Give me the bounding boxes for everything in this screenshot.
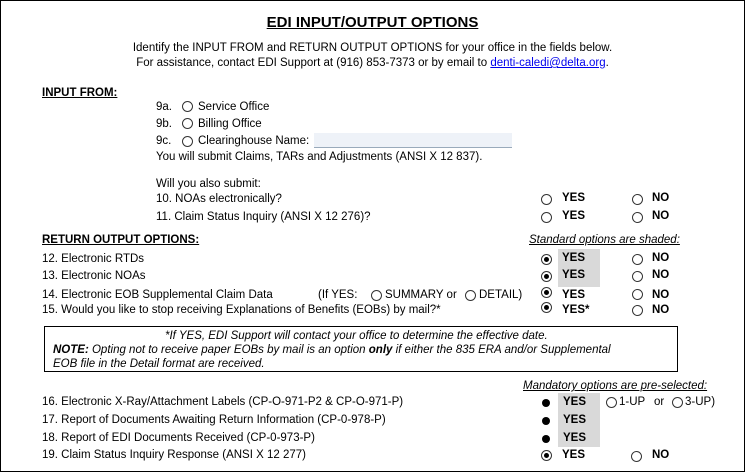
q16-3up-radio[interactable] bbox=[672, 397, 683, 408]
q12-no-radio[interactable] bbox=[632, 254, 643, 265]
service-office-radio[interactable] bbox=[182, 101, 193, 112]
q10-no-label: NO bbox=[652, 192, 670, 204]
input-from-heading: INPUT FROM: bbox=[42, 87, 118, 99]
q17-label: 17. Report of Documents Awaiting Return Information (CP-0-978-P) bbox=[42, 414, 386, 426]
q13-yes-label: YES bbox=[562, 269, 586, 281]
q14-summary-label: SUMMARY or bbox=[385, 289, 457, 301]
standard-options-note: Standard options are shaded: bbox=[529, 234, 680, 246]
q13-no-radio[interactable] bbox=[632, 271, 643, 282]
q15-no-radio[interactable] bbox=[632, 305, 643, 316]
return-output-heading: RETURN OUTPUT OPTIONS: bbox=[42, 234, 200, 246]
q12-no-label: NO bbox=[652, 252, 670, 264]
note-line-2a: Opting not to receive paper EOBs by mail is an option bbox=[88, 344, 369, 356]
q15-label: 15. Would you like to stop receiving Explanations of Benefits (EOBs) by mail?* bbox=[42, 304, 441, 316]
email-link[interactable]: denti-caledi@delta.org bbox=[490, 57, 606, 69]
opt-9c-number: 9c. bbox=[156, 135, 172, 147]
q17-yes-label: YES bbox=[563, 414, 587, 426]
q14-detail-label: DETAIL) bbox=[479, 289, 523, 301]
q16-selected-bullet bbox=[542, 399, 550, 407]
note-line-2b: if either the 835 ERA and/or Supplemental bbox=[392, 344, 611, 356]
mandatory-note: Mandatory options are pre-selected: bbox=[523, 380, 708, 392]
q11-no-label: NO bbox=[652, 210, 670, 222]
q14-no-radio[interactable] bbox=[632, 289, 643, 300]
q16-yes-label: YES bbox=[563, 396, 587, 408]
intro-line-2 bbox=[1, 57, 744, 69]
q19-yes-label: YES bbox=[562, 449, 586, 461]
q14-summary-radio[interactable] bbox=[371, 290, 382, 301]
q11-no-radio[interactable] bbox=[632, 212, 643, 223]
also-submit-text: Will you also submit: bbox=[156, 178, 261, 190]
q18-label: 18. Report of EDI Documents Received (CP-0-973-P) bbox=[42, 432, 315, 444]
q13-label: 13. Electronic NOAs bbox=[42, 270, 146, 282]
intro-line-1: Identify the INPUT FROM and RETURN OUTPUT OPTIONS for your office in the fields below. bbox=[132, 42, 613, 54]
q11-yes-radio[interactable] bbox=[541, 212, 552, 223]
q14-label: 14. Electronic EOB Supplemental Claim Data bbox=[42, 289, 273, 301]
service-office-label: Service Office bbox=[198, 101, 270, 113]
q16-label: 16. Electronic X-Ray/Attachment Labels (CP-O-971-P2 & CP-O-971-P) bbox=[42, 396, 404, 408]
q14-yes-radio[interactable] bbox=[541, 287, 552, 298]
billing-office-label: Billing Office bbox=[198, 118, 262, 130]
clearinghouse-radio[interactable] bbox=[182, 136, 193, 147]
q16-3up-label: 3-UP) bbox=[685, 396, 716, 408]
submit-note: You will submit Claims, TARs and Adjustments (ANSI X 12 837). bbox=[156, 151, 483, 163]
opt-9a-number: 9a. bbox=[156, 101, 172, 113]
q10-no-radio[interactable] bbox=[632, 194, 643, 205]
q18-yes-label: YES bbox=[563, 432, 587, 444]
clearinghouse-label: Clearinghouse Name: bbox=[198, 135, 310, 147]
note-only: only bbox=[368, 344, 393, 356]
q14-no-label: NO bbox=[652, 289, 670, 301]
q19-no-radio[interactable] bbox=[631, 451, 642, 462]
note-label: NOTE: bbox=[53, 344, 89, 356]
q14-detail-radio[interactable] bbox=[465, 290, 476, 301]
q14-yes-label: YES bbox=[562, 289, 586, 301]
q10-yes-label: YES bbox=[562, 192, 586, 204]
billing-office-radio[interactable] bbox=[182, 118, 193, 129]
q19-yes-radio[interactable] bbox=[541, 450, 552, 461]
intro-contact-text: For assistance, contact EDI Support at (916) 853-7373 or by email to bbox=[136, 57, 488, 69]
q10-label: 10. NOAs electronically? bbox=[156, 193, 282, 205]
q15-no-label: NO bbox=[652, 304, 670, 316]
note-line-1: *If YES, EDI Support will contact your office to determine the effective date. bbox=[165, 330, 548, 342]
clearinghouse-name-input[interactable] bbox=[314, 133, 512, 148]
q16-1up-label: 1-UP bbox=[619, 396, 646, 408]
q16-or-text: or bbox=[654, 396, 665, 408]
page-title: EDI INPUT/OUTPUT OPTIONS bbox=[266, 14, 479, 31]
q14-ifyes-text: (If YES: bbox=[318, 289, 358, 301]
q13-no-label: NO bbox=[652, 269, 670, 281]
note-line-2 bbox=[53, 344, 611, 356]
q19-label: 19. Claim Status Inquiry Response (ANSI X 12 277) bbox=[42, 449, 306, 461]
q16-1up-radio[interactable] bbox=[606, 397, 617, 408]
q19-no-label: NO bbox=[652, 449, 670, 461]
q11-label: 11. Claim Status Inquiry (ANSI X 12 276)? bbox=[156, 211, 371, 223]
q12-yes-radio[interactable] bbox=[541, 254, 552, 265]
q15-yes-radio[interactable] bbox=[541, 302, 552, 313]
note-line-3: EOB file in the Detail format are received. bbox=[53, 358, 265, 370]
q13-yes-radio[interactable] bbox=[541, 271, 552, 282]
opt-9b-number: 9b. bbox=[156, 118, 172, 130]
q11-yes-label: YES bbox=[562, 210, 586, 222]
q10-yes-radio[interactable] bbox=[541, 194, 552, 205]
q17-selected-bullet bbox=[542, 417, 550, 425]
q12-label: 12. Electronic RTDs bbox=[42, 253, 145, 265]
q12-yes-label: YES bbox=[562, 252, 586, 264]
q15-yes-label: YES* bbox=[562, 304, 590, 316]
intro-period: . bbox=[605, 57, 609, 69]
q18-selected-bullet bbox=[542, 435, 550, 443]
